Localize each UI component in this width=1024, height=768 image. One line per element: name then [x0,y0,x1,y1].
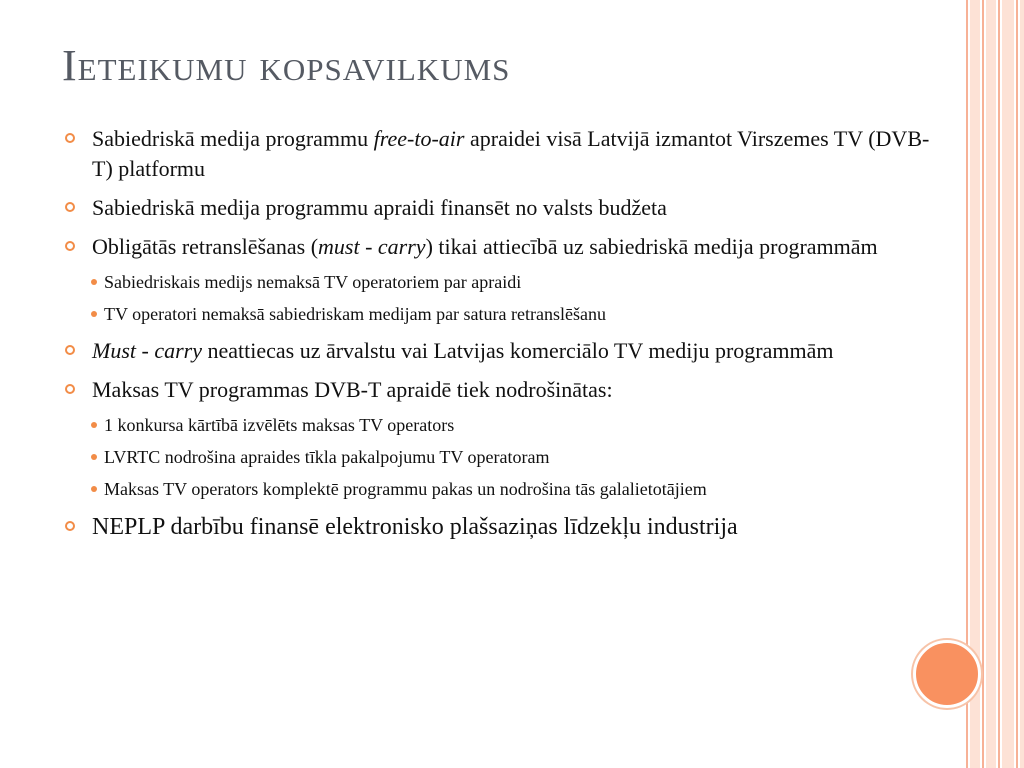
bullet-text: Sabiedriskā medija programmu [92,126,374,151]
hollow-circle-bullet-icon [65,241,75,251]
slide-title: Ieteikumu kopsavilkums [62,41,511,90]
bullet-text: Sabiedriskā medija programmu apraidi finansēt no valsts budžeta [92,195,667,220]
bullet-text-italic: must - carry [318,234,426,259]
hollow-circle-bullet-icon [65,345,75,355]
slide-content [62,124,942,552]
sub-bullet-text: LVRTC nodrošina apraides tīkla pakalpojumu TV operatoram [104,447,550,467]
hollow-circle-bullet-icon [65,202,75,212]
filled-dot-bullet-icon [91,422,97,428]
sub-bullet-text: TV operatori nemaksā sabiedriskam medijam par satura retranslēšanu [104,304,606,324]
sub-bullet-item [92,269,942,295]
bullet-text: neattiecas uz ārvalstu vai Latvijas komerciālo TV mediju programmām [201,338,834,363]
sub-bullet-item [92,476,942,502]
bullet-text-italic: free-to-air [373,126,465,151]
bullet-text-italic: Must - carry [92,338,202,363]
decorative-side-stripes [966,0,1024,768]
hollow-circle-bullet-icon [65,133,75,143]
sub-bullet-text: 1 konkursa kārtībā izvēlēts maksas TV operators [104,415,455,435]
sub-bullet-item [92,301,942,327]
sub-bullet-text: Maksas TV operators komplektē programmu pakas un nodrošina tās galalietotājiem [104,479,707,499]
hollow-circle-bullet-icon [65,384,75,394]
hollow-circle-bullet-icon [65,521,75,531]
bullet-item [62,511,942,543]
filled-dot-bullet-icon [91,454,97,460]
bullet-item [62,336,942,366]
bullet-item [62,232,942,327]
bullet-text: Maksas TV programmas DVB-T apraidē tiek nodrošinātas: [92,377,613,402]
sub-bullet-item [92,412,942,438]
bullet-item [62,124,942,184]
filled-dot-bullet-icon [91,486,97,492]
bullet-text: apraidei visā Latvijā izmantot Virszemes TV (DVB-T) platformu [92,126,930,181]
filled-dot-bullet-icon [91,279,97,285]
bullet-text: ) tikai attiecībā uz sabiedriskā medija programmām [425,234,878,259]
bullet-list [62,124,942,543]
filled-dot-bullet-icon [91,311,97,317]
bullet-item [62,193,942,223]
bullet-text: Obligātās retranslēšanas ( [92,234,319,259]
decorative-circle-icon [913,640,981,708]
sub-bullet-item [92,444,942,470]
sub-bullet-list [92,412,942,502]
sub-bullet-text: Sabiedriskais medijs nemaksā TV operatoriem par apraidi [104,272,522,292]
bullet-item [62,375,942,502]
bullet-text: NEPLP darbību finansē elektronisko plašsaziņas līdzekļu industrija [92,514,738,540]
sub-bullet-list [92,269,942,327]
